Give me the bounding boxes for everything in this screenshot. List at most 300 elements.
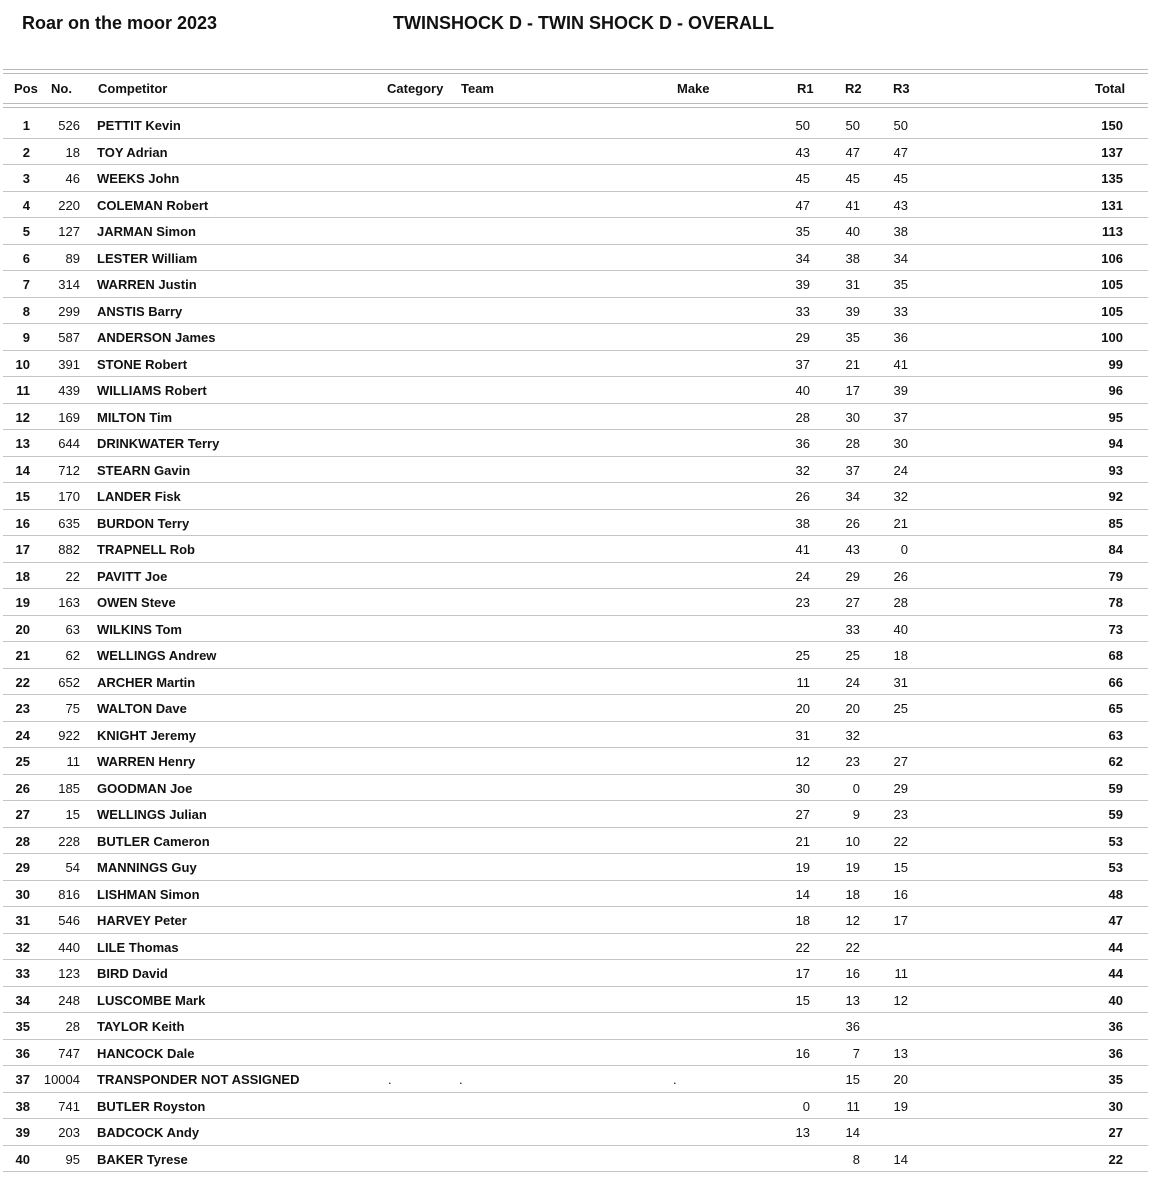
cell-number: 89 [65,250,80,266]
cell-total: 105 [1101,277,1123,292]
cell-competitor: BURDON Terry [97,515,190,531]
table-row [3,669,1148,696]
cell-number: 712 [58,462,80,478]
class-title: TWINSHOCK D - TWIN SHOCK D - OVERALL [393,13,774,33]
cell-r3: 30 [893,436,908,451]
cell-r2: 35 [845,330,860,345]
cell-r3: 28 [893,595,908,610]
cell-r2: 13 [845,992,860,1008]
cell-r2: 11 [846,1098,860,1114]
cell-number: 18 [65,144,80,160]
column-header-r1: R1 [797,81,814,96]
column-header-team: Team [461,81,494,96]
cell-total: 92 [1108,489,1123,504]
cell-competitor: OWEN Steve [97,595,176,610]
cell-pos: 16 [15,515,30,531]
cell-competitor: BUTLER Royston [97,1098,206,1114]
cell-r1: 22 [795,939,810,955]
cell-total: 79 [1108,568,1123,584]
table-row [3,642,1148,669]
cell-r1: 29 [795,330,810,345]
cell-number: 75 [65,701,80,716]
cell-total: 22 [1108,1151,1123,1167]
cell-r3: 40 [893,621,908,637]
cell-number: 228 [58,833,80,849]
cell-r1: 21 [795,833,810,849]
cell-r1: 45 [795,171,810,186]
cell-r1: 39 [795,277,810,292]
cell-r3: 22 [893,833,908,849]
cell-r2: 43 [845,542,860,557]
cell-pos: 25 [15,754,30,769]
cell-pos: 8 [22,303,30,319]
cell-r2: 7 [852,1045,860,1061]
cell-total: 105 [1101,303,1123,319]
cell-number: 652 [58,674,80,690]
table-row [3,324,1148,351]
cell-pos: 31 [15,913,30,928]
cell-competitor: LISHMAN Simon [97,886,200,902]
cell-pos: 3 [22,171,30,186]
cell-pos: 26 [15,780,30,796]
cell-r2: 23 [845,754,860,769]
cell-r2: 30 [845,409,860,425]
cell-total: 95 [1108,409,1123,425]
table-row [3,404,1148,431]
cell-number: 747 [58,1045,80,1061]
cell-number: 299 [58,303,80,319]
cell-r1: 20 [795,701,810,716]
cell-pos: 39 [15,1125,30,1140]
cell-pos: 13 [15,436,30,451]
cell-competitor: PAVITT Joe [97,568,168,584]
cell-r2: 38 [845,250,860,266]
cell-total: 137 [1101,144,1123,160]
cell-pos: 4 [22,197,30,213]
cell-r3: 37 [893,409,908,425]
cell-total: 93 [1108,462,1123,478]
cell-r2: 24 [845,674,860,690]
cell-r2: 18 [845,886,860,902]
cell-competitor: BAKER Tyrese [97,1151,188,1167]
cell-pos: 19 [15,595,30,610]
cell-r1: 41 [795,542,810,557]
cell-r3: 47 [893,144,908,160]
cell-r1: 30 [795,780,810,796]
cell-r3: 41 [893,356,908,372]
cell-r1: 26 [795,489,810,504]
cell-r2: 0 [852,780,860,796]
cell-r1: 16 [795,1045,810,1061]
cell-r2: 15 [845,1072,860,1087]
top-rule [3,69,1148,70]
cell-total: 47 [1108,913,1123,928]
cell-number: 439 [58,383,80,398]
cell-r3: 20 [893,1072,908,1087]
cell-r2: 10 [845,833,860,849]
cell-competitor: BUTLER Cameron [97,833,210,849]
cell-r3: 43 [893,197,908,213]
table-row [3,192,1148,219]
cell-r2: 26 [845,515,860,531]
cell-r1: 38 [795,515,810,531]
cell-r1: 24 [795,568,810,584]
cell-number: 46 [65,171,80,186]
cell-pos: 6 [22,250,30,266]
cell-r2: 47 [845,144,860,160]
header-rule [3,107,1148,108]
cell-competitor: WARREN Justin [97,277,197,292]
cell-competitor: STONE Robert [97,356,188,372]
cell-team: . [459,1072,463,1087]
cell-r2: 9 [852,807,860,822]
cell-r3: 18 [893,648,908,663]
cell-number: 10004 [43,1072,80,1087]
cell-number: 95 [65,1151,80,1167]
cell-r3: 16 [893,886,908,902]
cell-r2: 32 [845,727,860,743]
cell-r3: 26 [893,568,908,584]
cell-number: 644 [58,436,80,451]
cell-number: 922 [58,727,80,743]
table-row [3,112,1148,139]
table-row [3,881,1148,908]
column-header-competitor: Competitor [98,81,168,96]
cell-pos: 14 [15,462,30,478]
cell-number: 62 [65,648,80,663]
table-row [3,536,1148,563]
cell-competitor: PETTIT Kevin [97,118,181,133]
table-row [3,616,1148,643]
column-header-r3: R3 [893,81,910,96]
cell-total: 65 [1108,701,1123,716]
table-row [3,695,1148,722]
cell-pos: 9 [22,330,30,345]
cell-r3: 25 [893,701,908,716]
table-row [3,907,1148,934]
cell-total: 53 [1108,833,1123,849]
cell-r3: 50 [893,118,908,133]
table-row [3,430,1148,457]
cell-competitor: LESTER William [97,250,198,266]
cell-competitor: ANDERSON James [97,330,216,345]
cell-r1: 43 [795,144,810,160]
cell-r1: 32 [795,462,810,478]
cell-r3: 14 [893,1151,908,1167]
cell-r2: 39 [845,303,860,319]
cell-pos: 38 [15,1098,30,1114]
cell-competitor: MILTON Tim [97,409,173,425]
cell-number: 391 [58,356,80,372]
table-header [0,76,1156,102]
cell-r2: 41 [845,197,860,213]
table-row [3,483,1148,510]
cell-number: 163 [58,595,80,610]
cell-category: . [388,1072,392,1087]
cell-pos: 11 [16,383,30,398]
cell-total: 78 [1108,595,1123,610]
column-header-pos: Pos [14,81,38,96]
cell-r2: 45 [845,171,860,186]
cell-r3: 32 [893,489,908,504]
cell-total: 135 [1101,171,1123,186]
table-row [3,775,1148,802]
cell-r1: 33 [795,303,810,319]
cell-total: 131 [1101,197,1123,213]
cell-competitor: HANCOCK Dale [97,1045,195,1061]
cell-competitor: BADCOCK Andy [97,1125,200,1140]
cell-total: 36 [1108,1045,1123,1061]
cell-pos: 27 [15,807,30,822]
cell-r3: 33 [893,303,908,319]
cell-competitor: WELLINGS Julian [97,807,207,822]
table-row [3,1119,1148,1146]
cell-pos: 12 [15,409,30,425]
table-row [3,854,1148,881]
cell-r2: 25 [845,648,860,663]
cell-number: 882 [58,542,80,557]
cell-pos: 5 [22,224,30,239]
cell-r3: 21 [893,515,908,531]
cell-number: 185 [58,780,80,796]
cell-total: 48 [1108,886,1123,902]
cell-pos: 17 [15,542,30,557]
cell-competitor: WELLINGS Andrew [97,648,217,663]
cell-total: 84 [1108,542,1123,557]
table-row [3,1093,1148,1120]
cell-r3: 12 [893,992,908,1008]
cell-pos: 40 [15,1151,30,1167]
cell-r2: 50 [845,118,860,133]
cell-pos: 35 [15,1019,30,1034]
cell-total: 66 [1108,674,1123,690]
cell-r3: 45 [893,171,908,186]
cell-number: 816 [58,886,80,902]
cell-number: 220 [58,197,80,213]
cell-r2: 27 [845,595,860,610]
cell-pos: 34 [15,992,30,1008]
cell-r1: 28 [795,409,810,425]
cell-r1: 23 [795,595,810,610]
cell-r1: 15 [795,992,810,1008]
cell-r2: 8 [852,1151,860,1167]
cell-pos: 28 [15,833,30,849]
cell-competitor: WARREN Henry [97,754,196,769]
cell-pos: 10 [15,356,30,372]
cell-r2: 34 [845,489,860,504]
cell-r3: 0 [900,542,908,557]
cell-pos: 36 [15,1045,30,1061]
cell-r2: 40 [845,224,860,239]
table-row [3,139,1148,166]
cell-competitor: TRAPNELL Rob [97,542,195,557]
cell-number: 15 [65,807,80,822]
cell-total: 59 [1108,807,1123,822]
cell-r3: 31 [893,674,908,690]
cell-pos: 23 [15,701,30,716]
cell-total: 36 [1108,1019,1123,1034]
cell-r2: 33 [845,621,860,637]
cell-r1: 37 [795,356,810,372]
cell-r3: 39 [893,383,908,398]
cell-total: 85 [1108,515,1123,531]
cell-r1: 12 [795,754,810,769]
cell-competitor: LILE Thomas [97,939,179,955]
cell-r1: 35 [795,224,810,239]
cell-r2: 29 [845,568,860,584]
cell-number: 54 [65,860,80,875]
cell-total: 150 [1101,118,1123,133]
table-row [3,563,1148,590]
cell-pos: 1 [22,118,30,133]
cell-number: 123 [58,966,80,981]
table-row [3,351,1148,378]
cell-r2: 37 [845,462,860,478]
cell-r1: 50 [795,118,810,133]
cell-r2: 20 [845,701,860,716]
cell-r2: 31 [845,277,860,292]
cell-number: 248 [58,992,80,1008]
cell-r3: 17 [893,913,908,928]
cell-pos: 7 [22,277,30,292]
cell-pos: 21 [15,648,30,663]
cell-r2: 16 [845,966,860,981]
cell-r1: 14 [795,886,810,902]
cell-pos: 33 [15,966,30,981]
table-row [3,722,1148,749]
cell-competitor: WEEKS John [97,171,180,186]
cell-r3: 35 [893,277,908,292]
table-row [3,589,1148,616]
cell-pos: 30 [15,886,30,902]
cell-competitor: ARCHER Martin [97,674,196,690]
cell-pos: 32 [15,939,30,955]
cell-number: 546 [58,913,80,928]
cell-pos: 2 [22,144,30,160]
cell-total: 62 [1108,754,1123,769]
cell-total: 30 [1108,1098,1123,1114]
cell-r1: 0 [802,1098,810,1114]
table-row [3,218,1148,245]
table-row [3,748,1148,775]
cell-r1: 36 [795,436,810,451]
cell-r2: 36 [845,1019,860,1034]
cell-r2: 28 [845,436,860,451]
header-rule [3,103,1148,104]
cell-r1: 31 [795,727,810,743]
cell-r1: 17 [795,966,810,981]
cell-number: 22 [65,568,80,584]
table-row [3,510,1148,537]
cell-r3: 19 [893,1098,908,1114]
cell-r3: 27 [893,754,908,769]
cell-competitor: LUSCOMBE Mark [97,992,206,1008]
cell-competitor: MANNINGS Guy [97,860,197,875]
results-table-body [0,112,1156,1172]
cell-r2: 22 [845,939,860,955]
cell-r1: 19 [795,860,810,875]
cell-number: 635 [58,515,80,531]
cell-pos: 29 [15,860,30,875]
cell-total: 53 [1108,860,1123,875]
cell-r3: 34 [893,250,908,266]
cell-number: 127 [58,224,80,239]
cell-number: 526 [58,118,80,133]
cell-total: 73 [1108,621,1123,637]
event-title: Roar on the moor 2023 [22,13,218,33]
cell-r1: 27 [795,807,810,822]
top-rule [3,73,1148,74]
cell-competitor: COLEMAN Robert [97,197,209,213]
cell-competitor: STEARN Gavin [97,462,191,478]
cell-r3: 13 [893,1045,908,1061]
cell-number: 170 [58,489,80,504]
cell-r3: 38 [893,224,908,239]
cell-pos: 20 [15,621,30,637]
cell-r1: 25 [795,648,810,663]
table-row [3,934,1148,961]
cell-competitor: TOY Adrian [97,144,168,160]
table-row [3,987,1148,1014]
table-row [3,1040,1148,1067]
cell-r1: 18 [795,913,810,928]
cell-r1: 11 [796,674,810,690]
cell-total: 40 [1108,992,1123,1008]
cell-competitor: WALTON Dave [97,701,187,716]
cell-r1: 13 [795,1125,810,1140]
cell-competitor: BIRD David [97,966,168,981]
cell-competitor: DRINKWATER Terry [97,436,220,451]
column-header-no: No. [51,81,72,96]
cell-competitor: KNIGHT Jeremy [97,727,196,743]
cell-r3: 24 [893,462,908,478]
cell-number: 11 [66,754,80,769]
table-row [3,801,1148,828]
cell-total: 94 [1108,436,1123,451]
cell-r3: 23 [893,807,908,822]
cell-number: 741 [58,1098,80,1114]
cell-r3: 29 [893,780,908,796]
cell-r3: 36 [893,330,908,345]
cell-number: 203 [58,1125,80,1140]
cell-competitor: LANDER Fisk [97,489,181,504]
cell-total: 35 [1108,1072,1123,1087]
table-row [3,457,1148,484]
cell-make: . [673,1072,677,1087]
cell-r2: 21 [845,356,860,372]
cell-r1: 47 [795,197,810,213]
cell-competitor: WILLIAMS Robert [97,383,207,398]
cell-total: 100 [1101,330,1123,345]
cell-total: 106 [1101,250,1123,266]
table-row [3,1013,1148,1040]
cell-pos: 18 [15,568,30,584]
column-header-total: Total [1095,81,1126,96]
table-row [3,271,1148,298]
cell-total: 68 [1108,648,1123,663]
cell-number: 169 [58,409,80,425]
cell-number: 28 [65,1019,80,1034]
table-row [3,298,1148,325]
cell-pos: 37 [15,1072,30,1087]
cell-number: 314 [58,277,80,292]
cell-total: 44 [1108,939,1123,955]
table-row [3,1066,1148,1093]
cell-number: 440 [58,939,80,955]
cell-number: 63 [65,621,80,637]
cell-r3: 11 [894,966,908,981]
cell-competitor: WILKINS Tom [97,621,182,637]
